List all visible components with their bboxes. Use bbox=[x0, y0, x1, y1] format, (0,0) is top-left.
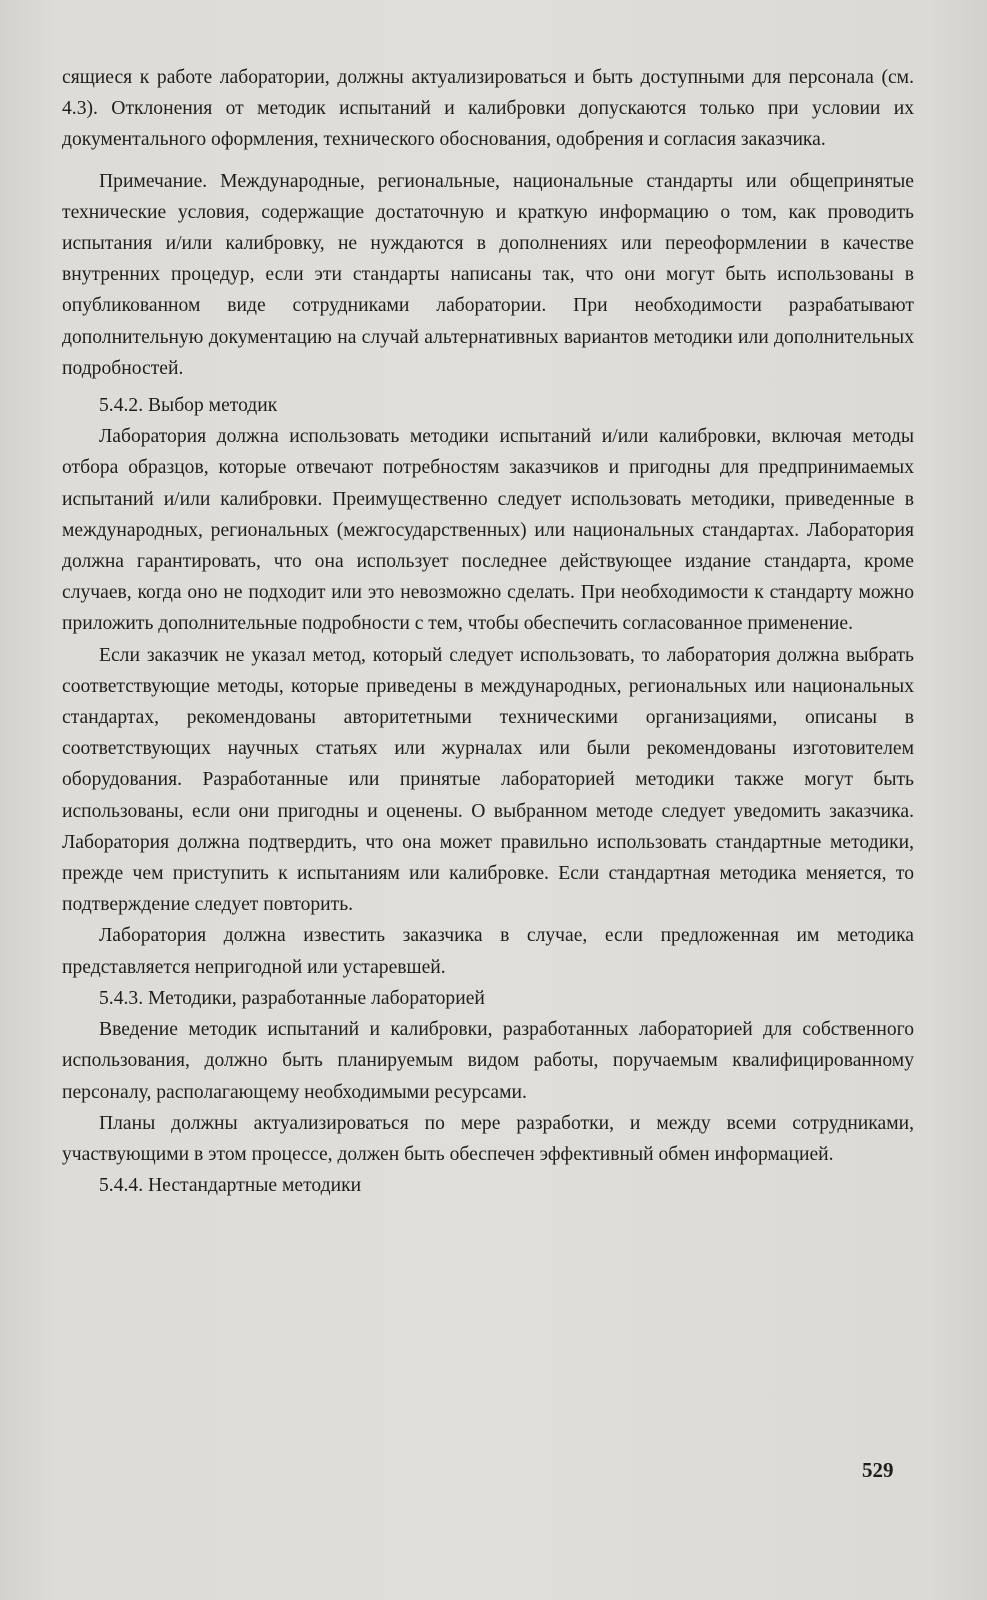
paragraph-customer-method: Если заказчик не указал метод, который следует использовать, то лаборатория должна выбрать соответствующие методы, которые приведены в международных, региональных или национальных стандартах, рекомендованы авторитетными техническими организациями, описаны в соответствующих научных статьях или журналах или были рекомендованы изготовителем оборудования. Разработанные или принятые лабораторией методики также могут быть использованы, если они пригодны и оценены. О выбранном методе следует уведомить заказчика. Лаборатория должна подтвердить, что она может правильно использовать стандартные методики, прежде чем приступить к испытаниям или калибровке. Если стандартная методика меняется, то подтверждение следует повторить. bbox=[62, 644, 914, 916]
section-heading-5-4-2: 5.4.2. Выбор методик bbox=[99, 395, 278, 417]
section-heading-5-4-3: 5.4.3. Методики, разработанные лабораторией bbox=[99, 987, 485, 1009]
paragraph-continuation: сящиеся к работе лаборатории, должны актуализироваться и быть доступными для персонала (см. 4.3). Отклонения от методик испытаний и калибровки допускаются только при условии их документального оформления, технического обоснования, одобрения и согласия заказчика. bbox=[62, 67, 914, 151]
paragraph-notify-customer: Лаборатория должна известить заказчика в случае, если предложенная им методика представляется непригодной или устаревшей. bbox=[62, 925, 914, 978]
page-number: 529 bbox=[862, 1458, 894, 1482]
section-heading-5-4-4: 5.4.4. Нестандартные методики bbox=[99, 1175, 362, 1197]
paragraph-note: Примечание. Международные, региональные, национальные стандарты или общепринятые технические условия, содержащие достаточную и краткую информацию о том, как проводить испытания и/или калибровку, не нуждаются в дополнениях или переоформлении в качестве внутренних процедур, если эти стандарты написаны так, что они могут быть использованы в опубликованном виде сотрудниками лаборатории. При необходимости разрабатывают дополнительную документацию на случай альтернативных вариантов методики или дополнительных подробностей. bbox=[62, 170, 914, 379]
paragraph-plans: Планы должны актуализироваться по мере разработки, и между всеми сотрудниками, участвующими в этом процессе, должен быть обеспечен эффективный обмен информацией. bbox=[62, 1112, 914, 1165]
body-text bbox=[62, 62, 914, 1201]
paragraph-lab-methods: Введение методик испытаний и калибровки, разработанных лабораторией для собственного использования, должно быть планируемым видом работы, поручаемым квалифицированному персоналу, располагающему необходимыми ресурсами. bbox=[62, 1019, 914, 1103]
paragraph-method-selection: Лаборатория должна использовать методики испытаний и/или калибровки, включая методы отбора образцов, которые отвечают потребностям заказчиков и пригодны для предпринимаемых испытаний и/или калибровки. Преимущественно следует использовать методики, приведенные в международных, региональных (межгосударственных) или национальных стандартах. Лаборатория должна гарантировать, что она использует последнее действующее издание стандарта, кроме случаев, когда оно не подходит или это невозможно сделать. При необходимости к стандарту можно приложить дополнительные подробности с тем, чтобы обеспечить согласованное применение. bbox=[62, 426, 914, 635]
